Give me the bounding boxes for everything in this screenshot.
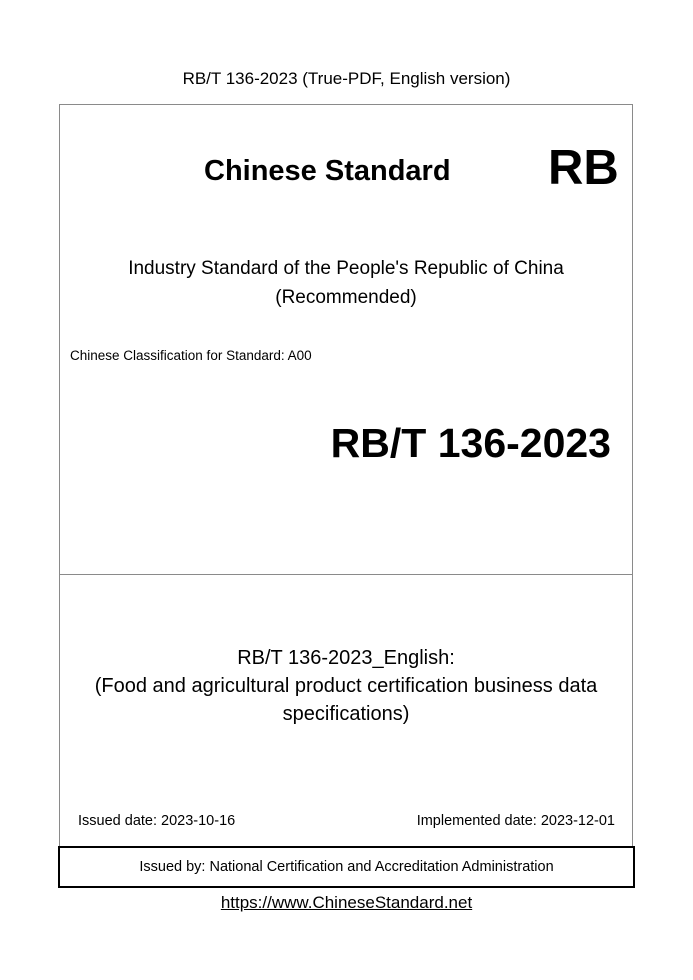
classification-text: Chinese Classification for Standard: A00 xyxy=(70,348,312,363)
cover-subtitle-line2: (Recommended) xyxy=(275,287,417,308)
english-title-line3: specifications) xyxy=(282,703,410,725)
english-title-line2: (Food and agricultural product certification business data xyxy=(94,675,598,697)
cover-subtitle-line1: Industry Standard of the People's Republic of China xyxy=(128,258,564,279)
english-title-line1: RB/T 136-2023_English: xyxy=(237,647,455,669)
website-link[interactable]: https://www.ChineseStandard.net xyxy=(220,893,473,912)
issuer-text: Issued by: National Certification and Accreditation Administration xyxy=(139,859,554,875)
standard-number: RB/T 136-2023 xyxy=(330,420,611,466)
document-header-label: RB/T 136-2023 (True-PDF, English version) xyxy=(182,69,511,88)
implemented-date: Implemented date: 2023-12-01 xyxy=(416,813,615,829)
issuer-box xyxy=(58,846,635,888)
cover-title: Chinese Standard xyxy=(204,155,451,187)
issued-date: Issued date: 2023-10-16 xyxy=(78,813,236,829)
standard-code-mark: RB xyxy=(548,141,619,195)
